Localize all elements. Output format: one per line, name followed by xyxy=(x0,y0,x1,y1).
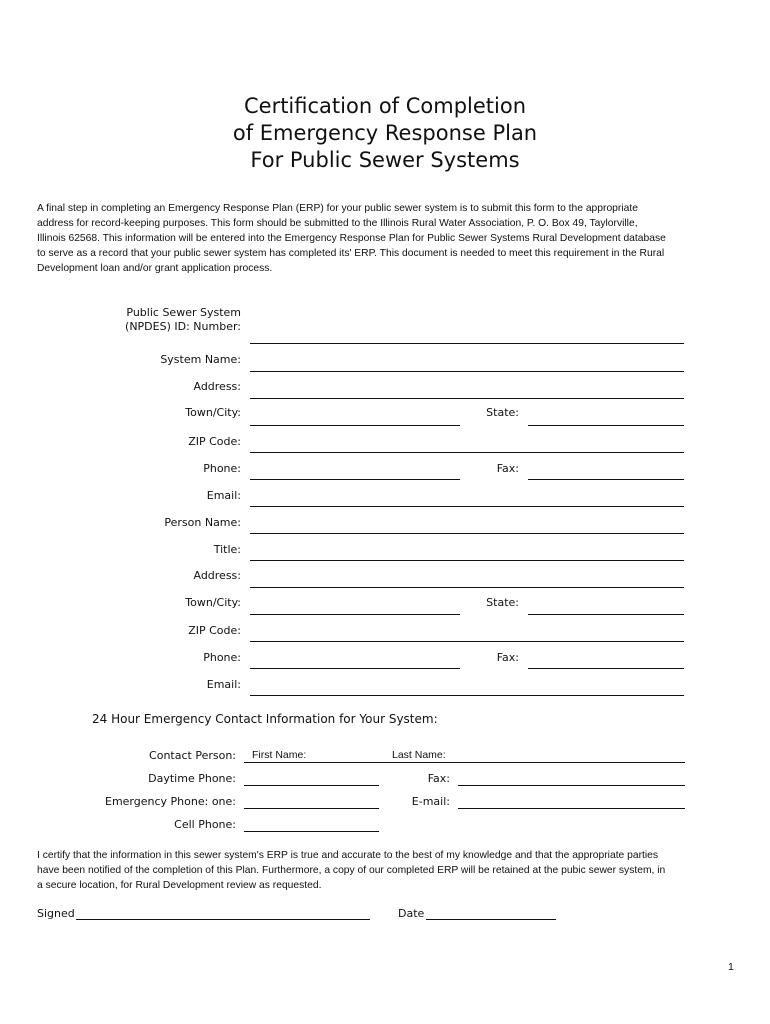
emergency-phone-label: Emergency Phone: one: xyxy=(105,795,236,808)
person-zip-field[interactable] xyxy=(250,641,684,642)
system-name-label: System Name: xyxy=(160,353,241,366)
npdes-id-field[interactable] xyxy=(250,343,684,344)
person-email-field[interactable] xyxy=(250,695,684,696)
system-town-label: Town/City: xyxy=(185,406,241,419)
certification-line: have been notified of the completion of this Plan. Furthermore, a copy of our completed ERP will be retained at the pubic sewer system, in xyxy=(37,865,666,876)
first-name-label: First Name: xyxy=(252,749,307,761)
person-title-field[interactable] xyxy=(250,560,684,561)
person-phone-field[interactable] xyxy=(250,668,460,669)
form-title-line-2: of Emergency Response Plan xyxy=(232,121,538,145)
system-state-label: State: xyxy=(486,406,519,419)
system-address-field[interactable] xyxy=(250,398,684,399)
intro-line: Illinois 62568. This information will be entered into the Emergency Response Plan for Public Sewer Systems Rural Development database xyxy=(37,233,666,244)
person-phone-label: Phone: xyxy=(203,651,241,664)
emergency-fax-label: Fax: xyxy=(427,772,450,785)
intro-line: A final step in completing an Emergency Response Plan (ERP) for your public sewer system is to submit this form to the appropriate xyxy=(37,203,638,214)
system-fax-label: Fax: xyxy=(496,462,519,475)
intro-line: address for record-keeping purposes. This form should be submitted to the Illinois Rural Water Association, P. O. Box 49, Taylorville, xyxy=(37,218,638,229)
page-number: 1 xyxy=(728,961,734,973)
cell-phone-field[interactable] xyxy=(244,831,379,832)
emergency-heading: 24 Hour Emergency Contact Information for Your System: xyxy=(92,712,438,726)
signature-field[interactable] xyxy=(76,919,370,920)
certification-paragraph xyxy=(37,848,737,893)
person-address-label: Address: xyxy=(193,569,241,582)
intro-line: Development loan and/or grant application process. xyxy=(37,263,273,274)
cell-phone-label: Cell Phone: xyxy=(174,818,236,831)
system-zip-label: ZIP Code: xyxy=(188,435,241,448)
person-name-field[interactable] xyxy=(250,533,684,534)
date-field[interactable] xyxy=(426,919,556,920)
contact-person-label: Contact Person: xyxy=(149,749,236,762)
date-label: Date xyxy=(398,907,425,920)
system-fax-field[interactable] xyxy=(528,479,684,480)
system-town-field[interactable] xyxy=(250,425,460,426)
person-town-label: Town/City: xyxy=(185,596,241,609)
person-email-label: Email: xyxy=(206,678,241,691)
person-fax-label: Fax: xyxy=(496,651,519,664)
daytime-phone-label: Daytime Phone: xyxy=(148,772,236,785)
person-zip-label: ZIP Code: xyxy=(188,624,241,637)
form-title-line-1: Certification of Completion xyxy=(243,94,527,118)
emergency-phone-field[interactable] xyxy=(244,808,379,809)
person-state-field[interactable] xyxy=(528,614,684,615)
system-zip-field[interactable] xyxy=(250,452,684,453)
person-address-field[interactable] xyxy=(250,587,684,588)
contact-person-field[interactable] xyxy=(244,762,685,763)
system-name-field[interactable] xyxy=(250,371,684,372)
system-address-label: Address: xyxy=(193,380,241,393)
daytime-phone-field[interactable] xyxy=(244,785,379,786)
person-town-field[interactable] xyxy=(250,614,460,615)
intro-line: to serve as a record that your public sewer system has completed its' ERP. This document is needed to meet this requirement in the Rural xyxy=(37,248,665,259)
emergency-email-field[interactable] xyxy=(458,808,685,809)
system-email-label: Email: xyxy=(206,489,241,502)
person-name-label: Person Name: xyxy=(164,516,241,529)
system-email-field[interactable] xyxy=(250,506,684,507)
certification-line: a secure location, for Rural Development review as requested. xyxy=(37,880,322,891)
emergency-email-label: E-mail: xyxy=(411,795,450,808)
person-fax-field[interactable] xyxy=(528,668,684,669)
system-phone-label: Phone: xyxy=(203,462,241,475)
certification-line: I certify that the information in this sewer system's ERP is true and accurate to the best of my knowledge and that the appropriate parties xyxy=(37,850,659,861)
person-title-label: Title: xyxy=(213,543,241,556)
system-state-field[interactable] xyxy=(528,425,684,426)
npdes-label-line-2: (NPDES) ID: Number: xyxy=(125,320,241,333)
form-title-line-3: For Public Sewer Systems xyxy=(250,148,520,172)
signed-label: Signed xyxy=(37,907,75,920)
last-name-label: Last Name: xyxy=(392,749,446,761)
intro-paragraph xyxy=(37,201,737,276)
npdes-label-line-1: Public Sewer System xyxy=(126,306,241,319)
system-phone-field[interactable] xyxy=(250,479,460,480)
person-state-label: State: xyxy=(486,596,519,609)
emergency-fax-field[interactable] xyxy=(458,785,685,786)
